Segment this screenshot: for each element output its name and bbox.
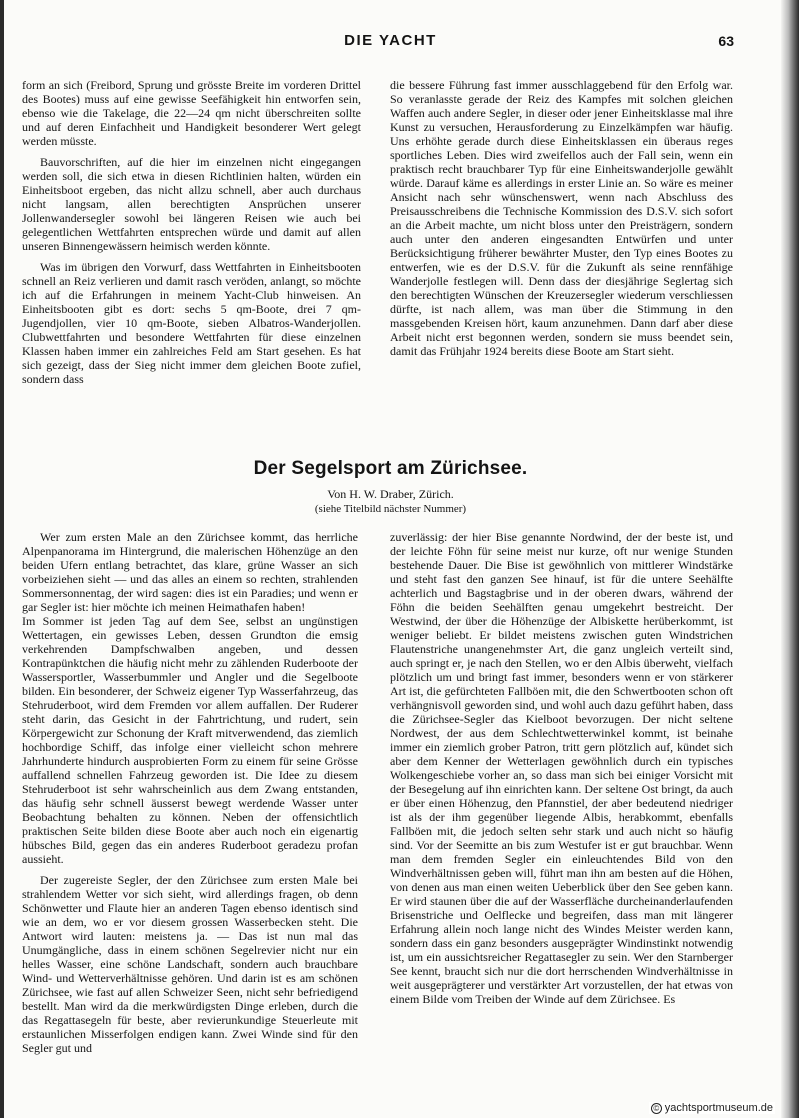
paragraph: zuverlässig: der hier Bise genannte Nordwind, der der beste ist, und der leichte Föhn für seine meist nur kurze, oft nur wenige Stunden bestehende Dauer. Die Bise ist gewöhnlich von mittlerer Windstärke und steht fast den ganzen See hinauf, ist für die untere Seehälfte achterlich und Bagstagbrise und in der oberen dwars, während der Föhn die beiden Seehälften genau umgekehrt bestreicht. Der Westwind, der über die Höhenzüge der Albiskette herüberkommt, ist weniger beliebt. Er bildet meistens zwischen guten Windstrichen Flautenstriche unangenehmster Art, die ganz ungleich verteilt sind, auch springt er, je nach den Stellen, wo er den Albis überweht, vielfach plötzlich um und bringt fast immer, besonders wenn er von stärkerer Art ist, die gefürchteten Fallböen mit, die den Schwertbooten schon oft verhängnisvoll geworden sind, und wohl auch dazu geführt haben, dass die Zürichsee-Segler das Kielboot bevorzugen. Der nicht seltene Nordwest, der aus dem Schlechtwetterwinkel kommt, ist beinahe immer ein ziemlich grober Patron, tritt gern plötzlich auf, kündet sich aber dem Kenner der Wetterlagen gewöhnlich durch ein typisches Wolkengeschiebe vorher an, so dass man sich bei einiger Vorsicht mit der Besegelung auf ihn einrichten kann. Der seltene Ost bringt, da auch er über einen Höhenzug, den Pfannstiel, der aber bedeutend niedriger ist als der ihm gegenüber liegende Albis, herabkommt, ebenfalls Fallböen mit, die jedoch selten sehr stark und auch nicht so häufig sind. Vor der Seemitte an bis zum Westufer ist er gut brauchbar. Wenn man dem fremden Segler ein einleuchtendes Bild von den Windverhältnissen geben will, führt man ihn am besten auf die Höhen, von denen aus man einen weiten Ueberblick über den See geben kann. Er wird staunen über die auf der Wasserfläche durcheinanderlaufenden Brisenstriche und Oelflecke und begreifen, dass man mit längerer Erfahrung allein noch lange nicht des Windes Meister werden kann, sondern dass ein ganz besonders ausgeprägter Windinstinkt notwendig ist, um ein aussichtsreicher Regattasegler zu sein. Wer den Starnberger See kennt, braucht sich nur die dort herrschenden Windverhältnisse in weit ausgeprägterer und verstärkter Art vorzustellen, der hat etwas von einem Bilde vom Treiben der Winde auf dem Zürichsee. Es	[390, 530, 733, 1006]
page-number: 63	[718, 33, 734, 49]
article-heading	[0, 458, 781, 515]
column-top-left	[22, 78, 361, 386]
paragraph: Wer zum ersten Male an den Zürichsee kommt, das herrliche Alpenpanorama im Hintergrund, die malerischen Höhenzüge an den beiden Ufern entlang betrachtet, das klare, grüne Wasser an sich vorbeiziehen sieht — und das alles an einem so rechten, strahlenden Sommersonnentag, der wird sagen: dies ist ein Paradies; und wenn er gar Segler ist: hier möchte ich meinen Heimathafen haben!	[22, 530, 358, 614]
paragraph: Bauvorschriften, auf die hier im einzelnen nicht eingegangen werden soll, die sich etwa in diesen Richtlinien halten, würden ein Einheitsboot ergeben, das nicht allzu schnell, aber auch durchaus nicht langsam, allen berechtigten Ansprüchen unserer Jollenwandersegler sowohl bei längeren Reisen wie auch bei gelegentlichen Wettfahrten entsprechen würde und damit auf allen unseren Binnengewässern heimisch werden könnte.	[22, 155, 361, 253]
column-bottom-left	[22, 530, 358, 1055]
page-header	[0, 30, 781, 54]
article-byline: Von H. W. Draber, Zürich.	[327, 487, 454, 501]
article-title: Der Segelsport am Zürichsee.	[253, 458, 528, 479]
column-top-right	[390, 78, 733, 358]
paragraph: Der zugereiste Segler, der den Zürichsee zum ersten Male bei strahlendem Wetter vor sich sieht, wird allerdings fragen, ob denn Schönwetter und Flaute hier an anderen Tagen ebenso identisch sind wie an dem, wo er vor diesem grossen Wasserbecken steht. Die Antwort wird lauten: meistens ja. — Das ist nun mal das Unumgängliche, dass in einem schönen Segelrevier nicht nur ein helles Wasser, eine schöne Landschaft, sondern auch brauchbare Wind- und Wetterverhältnisse gehören. Und darin ist es am schönen Zürichsee, wie fast auf allen Schweizer Seen, nicht sehr befriedigend bestellt. Man wird da die merkwürdigsten Dinge erleben, durch die das Regattasegeln für beste, aber revierunkundige Steuerleute mit erstaunlichen Misserfolgen endigen kann. Zwei Winde sind für den Segler gut und	[22, 873, 358, 1055]
article-note: (siehe Titelbild nächster Nummer)	[314, 503, 467, 515]
scan-left-edge	[0, 0, 4, 1118]
paragraph: die bessere Führung fast immer ausschlaggebend für den Erfolg war. So veranlasste gerade der Reiz des Kampfes mit solchen gleichen Waffen auch andere Segler, in dieser oder jener Einheitsklasse mal ihre Kunst zu versuchen, Herausforderung zu Einzelkämpfen war häufig. Uns erhöhte gerade durch diese Einheitsklassen ein überaus reges sportliches Leben. Dies wird zweifellos auch der Fall sein, wenn ein praktisch recht brauchbarer Typ für eine Einheitswanderjolle gewählt würde. Darauf käme es allerdings in erster Linie an. So wäre es meiner Ansicht nach sehr wünschenswert, wenn nach Abschluss des Preisausschreibens die Technische Kommission des D.S.V. sich sofort an die Arbeit machte, um nicht bloss unter den Preisträgern, sondern auch unter den anderen eingesandten Entwürfen und unter Berücksichtigung früherer bewährter Muster, den Typ eines Bootes zu entwerfen, wie es der D.S.V. für die Zukunft als seine rennfähige Wanderjolle festlegen will. Denn dass der diesjährige Seglertag sich den berechtigten Wünschen der Kreuzersegler wiederum verschliessen dürfte, ist nach allem, was man über die Stimmung in den massgebenden Kreisen hört, kaum anzunehmen. Dann darf aber diese Arbeit nicht erst begonnen werden, sondern sie muss beendet sein, damit das Frühjahr 1924 bereits diese Boote am Start sieht.	[390, 78, 733, 358]
paragraph: Im Sommer ist jeden Tag auf dem See, selbst an ungünstigen Wettertagen, ein gewisses Leben, dessen Grundton die emsig verkehrenden Dampfschwalben angeben, und dessen Kontrapünktchen die häufig nicht mehr zu zählenden Ruderboote der Wassersportler, Wasserbummler und Angler und die Segelboote bilden. Ein besonderer, der Schweiz eigener Typ Wasserfahrzeug, das Stehruderboot, wird dem Fremden vor allem auffallen. Der Ruderer steht darin, das Gesicht in der Fahrtrichtung, und rudert, sein Körpergewicht zur Schonung der Kraft mitverwendend, das ziemlich hochbordige Schiff, das infolge einer vielleicht schon mehrere Jahrhunderte hindurch ausprobierten Form zu einem für seine Grösse auffallend schnellen Fahrzeug geworden ist. Die Idee zu diesem Stehruderboot ist sehr wahrscheinlich aus dem Zwang entstanden, das häufig sehr schnell äusserst bewegt werdende Wasser unter Beobachtung behalten zu können. Neben der offensichtlich praktischen Seite bilden diese Boote aber auch noch ein eigenartig hübsches Bild, gegen das ein anderes Ruderboot geradezu profan aussieht.	[22, 614, 358, 866]
paragraph: form an sich (Freibord, Sprung und grösste Breite im vorderen Drittel des Bootes) muss auf eine gewisse Seefähigkeit hin entworfen sein, ebenso wie die Takelage, die 22—24 qm nicht überschreiten sollte und auf deren Einfachheit und Handigkeit besonderer Wert gelegt werden müsste.	[22, 78, 361, 148]
scan-binding-shadow	[781, 0, 799, 1118]
paragraph: Was im übrigen den Vorwurf, dass Wettfahrten in Einheitsbooten schnell an Reiz verlieren und damit rasch veröden, anlangt, so möchte ich auf die Erfahrungen in meinem Yacht-Club hinweisen. An Einheitsbooten gibt es dort: sechs 5 qm-Boote, drei 7 qm-Jugendjollen, vier 10 qm-Boote, sieben Albatros-Wanderjollen. Clubwettfahrten und besondere Wettfahrten für diese einzelnen Klassen haben immer ein zahlreiches Feld am Start gesehen. Es hat sich gezeigt, dass der Sieg nicht immer dem gleichen Boote zufiel, sondern dass	[22, 260, 361, 386]
column-bottom-right	[390, 530, 733, 1006]
watermark-text: yachtsportmuseum.de	[664, 1102, 773, 1114]
running-title: DIE YACHT	[344, 32, 437, 49]
copyright-icon: ©	[651, 1103, 662, 1114]
watermark	[649, 1102, 775, 1114]
